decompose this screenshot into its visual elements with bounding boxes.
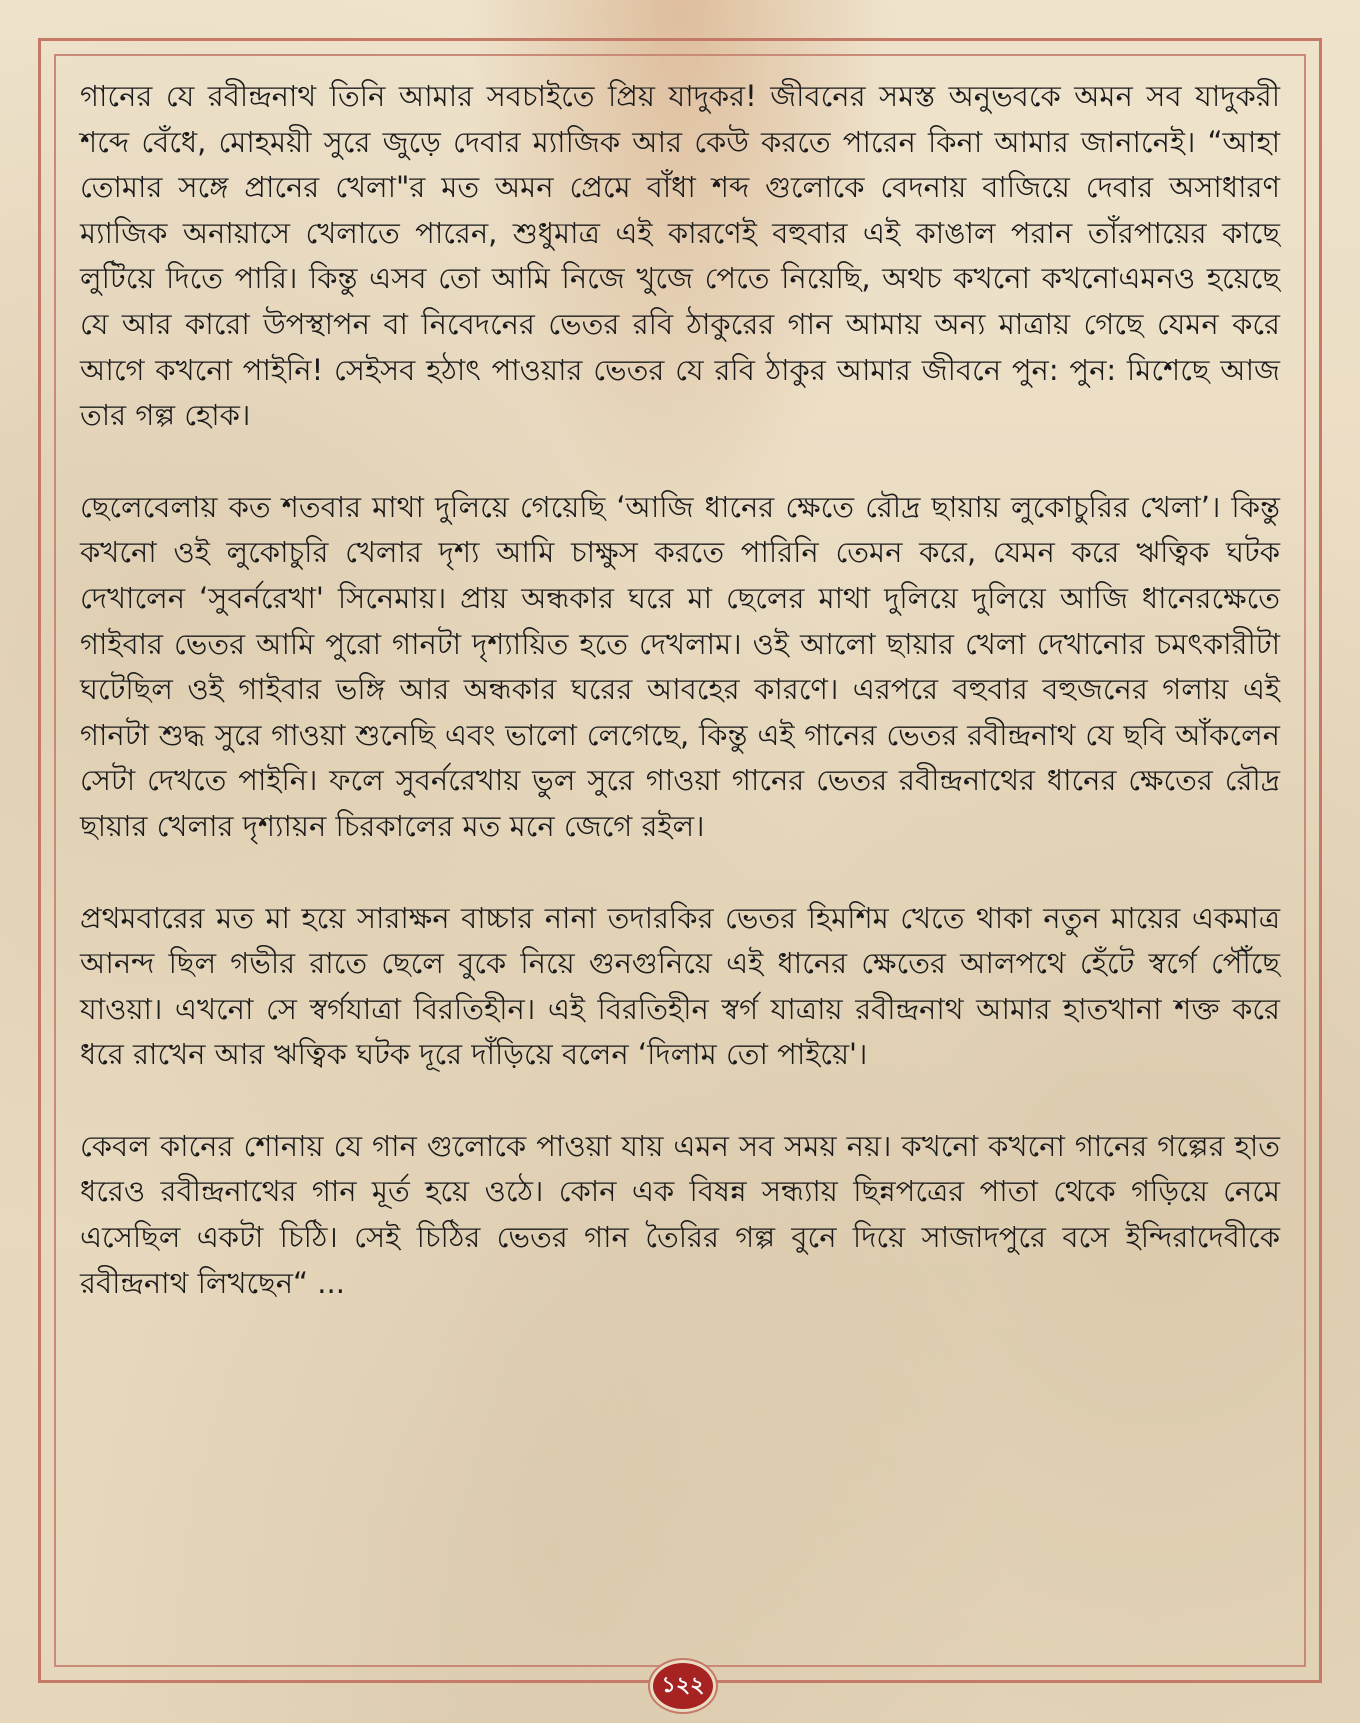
page-body (80, 74, 1280, 1352)
page-number-badge (650, 1660, 716, 1712)
paragraph-2: ছেলেবেলায় কত শতবার মাথা দুলিয়ে গেয়েছি ‘আজি ধানের ক্ষেতে রৌদ্র ছায়ায় লুকোচুরির খেলা’। কিন্তু কখনো ওই লুকোচুরি খেলার দৃশ্য আমি চাক্ষুস করতে পারিনি তেমন করে, যেমন করে ঋত্বিক ঘটক দেখালেন ‘সুবর্নরেখা' সিনেমায়। প্রায় অন্ধকার ঘরে মা ছেলের মাথা দুলিয়ে দুলিয়ে আজি ধানেরক্ষেতে গাইবার ভেতর আমি পুরো গানটা দৃশ্যায়িত হতে দেখলাম। ওই আলো ছায়ার খেলা দেখানোর চমৎকারীটা ঘটেছিল ওই গাইবার ভঙ্গি আর অন্ধকার ঘরের আবহের কারণে। এরপরে বহুবার বহুজনের গলায় এই গানটা শুদ্ধ সুরে গাওয়া শুনেছি এবং ভালো লেগেছে, কিন্তু এই গানের ভেতর রবীন্দ্রনাথ যে ছবি আঁকলেন সেটা দেখতে পাইনি। ফলে সুবর্নরেখায় ভুল সুরে গাওয়া গানের ভেতর রবীন্দ্রনাথের ধানের ক্ষেতের রৌদ্র ছায়ার খেলার দৃশ্যায়ন চিরকালের মত মনে জেগে রইল। (80, 489, 1280, 843)
page-number: ১২২ (661, 1672, 705, 1698)
paragraph-4: কেবল কানের শোনায় যে গান গুলোকে পাওয়া যায় এমন সব সময় নয়। কখনো কখনো গানের গল্পের হাত ধরেও রবীন্দ্রনাথের গান মূর্ত হয়ে ওঠে। কোন এক বিষন্ন সন্ধ্যায় ছিন্নপত্রের পাতা থেকে গড়িয়ে নেমে এসেছিল একটা চিঠি। সেই চিঠির ভেতর গান তৈরির গল্প বুনে দিয়ে সাজাদপুরে বসে ইন্দিরাদেবীকে রবীন্দ্রনাথ লিখছেন“ ... (80, 1128, 1280, 1300)
paragraph-3: প্রথমবারের মত মা হয়ে সারাক্ষন বাচ্চার নানা তদারকির ভেতর হিমশিম খেতে থাকা নতুন মায়ের একমাত্র আনন্দ ছিল গভীর রাতে ছেলে বুকে নিয়ে গুনগুনিয়ে এই ধানের ক্ষেতের আলপথে হেঁটে স্বর্গে পৌঁছে যাওয়া। এখনো সে স্বর্গযাত্রা বিরতিহীন। এই বিরতিহীন স্বর্গ যাত্রায় রবীন্দ্রনাথ আমার হাতখানা শক্ত করে ধরে রাখেন আর ঋত্বিক ঘটক দূরে দাঁড়িয়ে বলেন ‘দিলাম তো পাইয়ে'। (80, 900, 1280, 1072)
paragraph-1: গানের যে রবীন্দ্রনাথ তিনি আমার সবচাইতে প্রিয় যাদুকর! জীবনের সমস্ত অনুভবকে অমন সব যাদুকরী শব্দে বেঁধে, মোহময়ী সুরে জুড়ে দেবার ম্যাজিক আর কেউ করতে পারেন কিনা আমার জানানেই। “আহা তোমার সঙ্গে প্রানের খেলা"র মত অমন প্রেমে বাঁধা শব্দ গুলোকে বেদনায় বাজিয়ে দেবার অসাধারণ ম্যাজিক অনায়াসে খেলাতে পারেন, শুধুমাত্র এই কারণেই বহুবার এই কাঙাল পরান তাঁরপায়ের কাছে লুটিয়ে দিতে পারি। কিন্তু এসব তো আমি নিজে খুজে পেতে নিয়েছি, অথচ কখনো কখনোএমনও হয়েছে যে আর কারো উপস্থাপন বা নিবেদনের ভেতর রবি ঠাকুরের গান আমায় অন্য মাত্রায় গেছে যেমন করে আগে কখনো পাইনি! সেইসব হঠাৎ পাওয়ার ভেতর যে রবি ঠাকুর আমার জীবনে পুন: পুন: মিশেছে আজ তার গল্প হোক। (80, 79, 1280, 433)
